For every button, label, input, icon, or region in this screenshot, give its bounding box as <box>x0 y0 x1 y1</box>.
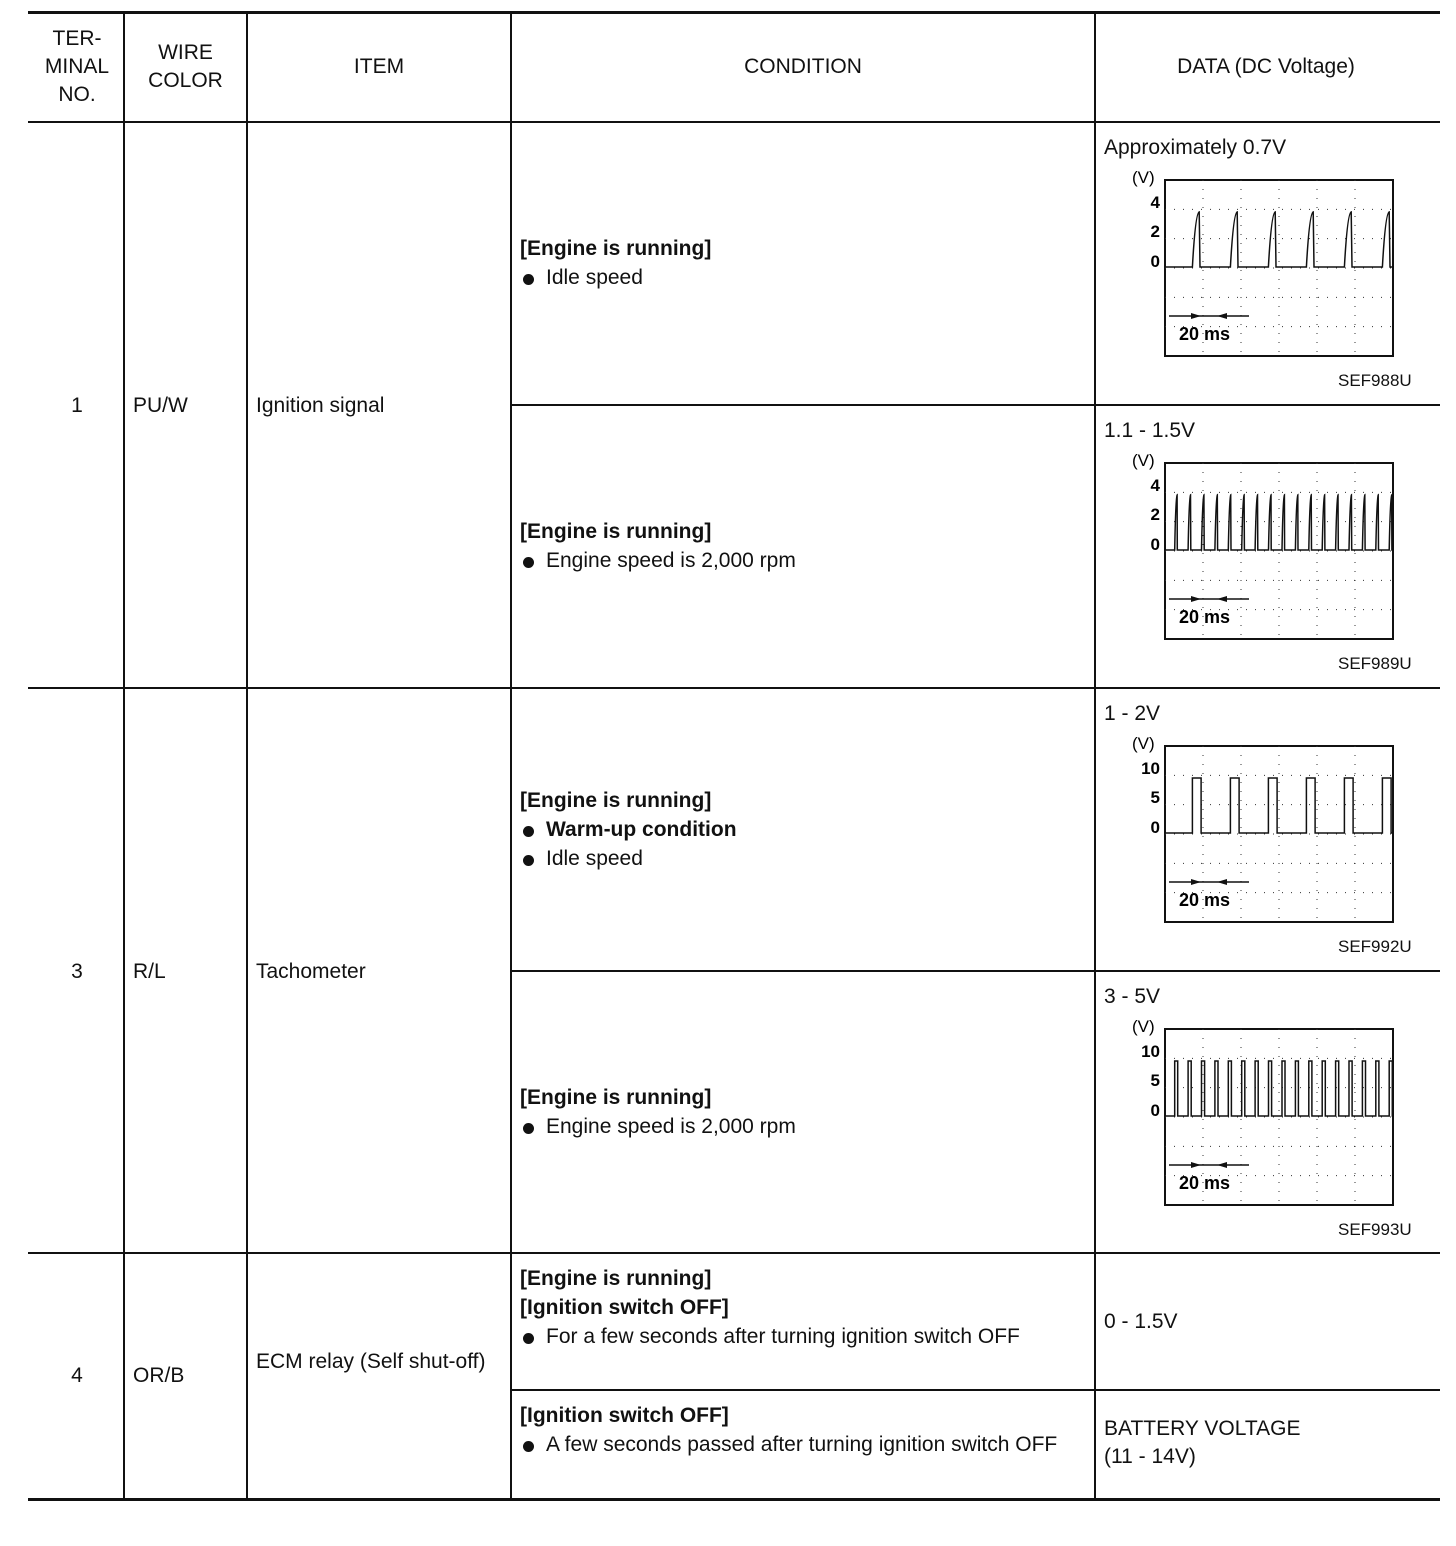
scope-arrowhead <box>1217 879 1227 885</box>
scope-y-unit: (V) <box>1132 736 1155 753</box>
scope-time-label: 20 ms <box>1179 324 1231 344</box>
scope-y-tick: 5 <box>1150 788 1160 807</box>
scope-y-tick: 10 <box>1141 1042 1160 1061</box>
scope-arrowhead <box>1217 596 1227 602</box>
scope-arrowhead <box>1191 313 1201 319</box>
header-wire-color: WIRE COLOR <box>148 41 223 92</box>
figure-id: SEF988U <box>1338 371 1412 390</box>
condition-state: [Ignition switch OFF] <box>520 1296 729 1319</box>
item-name: Tachometer <box>256 960 366 983</box>
oscilloscope-waveform <box>1130 736 1440 931</box>
scope-arrowhead <box>1191 1162 1201 1168</box>
condition-bullet: Engine speed is 2,000 rpm <box>520 1112 1088 1141</box>
scope-y-unit: (V) <box>1132 170 1155 187</box>
condition-bullet: Warm-up condition <box>520 815 1088 844</box>
condition-bullet: For a few seconds after turning ignition switch OFF <box>520 1322 1066 1351</box>
condition-cell <box>520 786 1088 873</box>
row-divider <box>28 687 1440 689</box>
header-data: DATA (DC Voltage) <box>1177 55 1355 78</box>
scope-trace <box>1165 495 1393 550</box>
wire-color: R/L <box>133 960 166 983</box>
data-value: BATTERY VOLTAGE (11 - 14V) <box>1104 1417 1301 1468</box>
condition-state: [Engine is running] <box>520 1267 712 1290</box>
condition-cell <box>520 517 1088 575</box>
header-item: ITEM <box>353 55 405 78</box>
condition-bullet: Engine speed is 2,000 rpm <box>520 546 1088 575</box>
scope-time-label: 20 ms <box>1179 890 1231 910</box>
scope-y-tick: 0 <box>1150 1101 1160 1120</box>
scope-y-tick: 0 <box>1150 535 1160 554</box>
scope-trace <box>1165 212 1393 267</box>
condition-cell <box>520 1264 1088 1351</box>
header-condition: CONDITION <box>744 55 862 78</box>
scope-trace <box>1165 778 1393 833</box>
header-terminal: TER- MINAL NO. <box>44 27 110 106</box>
data-value: 1 - 2V <box>1104 702 1161 725</box>
subrow-divider <box>511 404 1440 406</box>
table-bottom-border <box>28 1498 1440 1501</box>
condition-state: [Engine is running] <box>520 1086 712 1109</box>
condition-bullet: A few seconds passed after turning ignition switch OFF <box>520 1430 1086 1459</box>
condition-cell <box>520 234 1088 292</box>
data-value: 3 - 5V <box>1104 985 1161 1008</box>
scope-y-unit: (V) <box>1132 453 1155 470</box>
wire-color: OR/B <box>133 1364 185 1387</box>
scope-arrowhead <box>1217 313 1227 319</box>
condition-state: [Engine is running] <box>520 237 712 260</box>
data-value: Approximately 0.7V <box>1104 136 1287 159</box>
condition-state: [Ignition switch OFF] <box>520 1404 729 1427</box>
terminal-number: 3 <box>71 960 83 983</box>
data-value: 1.1 - 1.5V <box>1104 419 1196 442</box>
scope-y-tick: 2 <box>1150 505 1160 524</box>
scope-y-tick: 4 <box>1150 476 1160 495</box>
scope-y-tick: 2 <box>1150 222 1160 241</box>
scope-arrowhead <box>1217 1162 1227 1168</box>
terminal-number: 1 <box>71 394 83 417</box>
scope-arrowhead <box>1191 596 1201 602</box>
column-divider <box>123 12 125 1501</box>
condition-bullet: Idle speed <box>520 263 1088 292</box>
figure-id: SEF989U <box>1338 654 1412 673</box>
row-divider <box>28 1252 1440 1254</box>
figure-id: SEF992U <box>1338 937 1412 956</box>
condition-cell <box>520 1401 1088 1459</box>
scope-time-label: 20 ms <box>1179 1173 1231 1193</box>
scope-y-tick: 4 <box>1150 193 1160 212</box>
column-divider <box>246 12 248 1501</box>
oscilloscope-waveform <box>1130 453 1440 648</box>
item-name: Ignition signal <box>256 394 385 417</box>
item-name: ECM relay (Self shut-off) <box>256 1350 486 1373</box>
scope-y-tick: 0 <box>1150 818 1160 837</box>
column-divider <box>510 12 512 1501</box>
subrow-divider <box>511 1389 1440 1391</box>
scope-y-tick: 5 <box>1150 1071 1160 1090</box>
condition-state: [Engine is running] <box>520 789 712 812</box>
scope-trace <box>1165 1061 1393 1116</box>
condition-cell <box>520 1083 1088 1141</box>
scope-arrowhead <box>1191 879 1201 885</box>
scope-y-tick: 10 <box>1141 759 1160 778</box>
subrow-divider <box>511 970 1440 972</box>
scope-y-unit: (V) <box>1132 1019 1155 1036</box>
condition-bullet: Idle speed <box>520 844 1088 873</box>
wire-color: PU/W <box>133 394 188 417</box>
condition-state: [Engine is running] <box>520 520 712 543</box>
oscilloscope-waveform <box>1130 1019 1440 1214</box>
scope-y-tick: 0 <box>1150 252 1160 271</box>
scope-time-label: 20 ms <box>1179 607 1231 627</box>
column-divider <box>1094 12 1096 1501</box>
figure-id: SEF993U <box>1338 1220 1412 1239</box>
terminal-number: 4 <box>71 1364 83 1387</box>
data-value: 0 - 1.5V <box>1104 1310 1178 1333</box>
oscilloscope-waveform <box>1130 170 1440 365</box>
